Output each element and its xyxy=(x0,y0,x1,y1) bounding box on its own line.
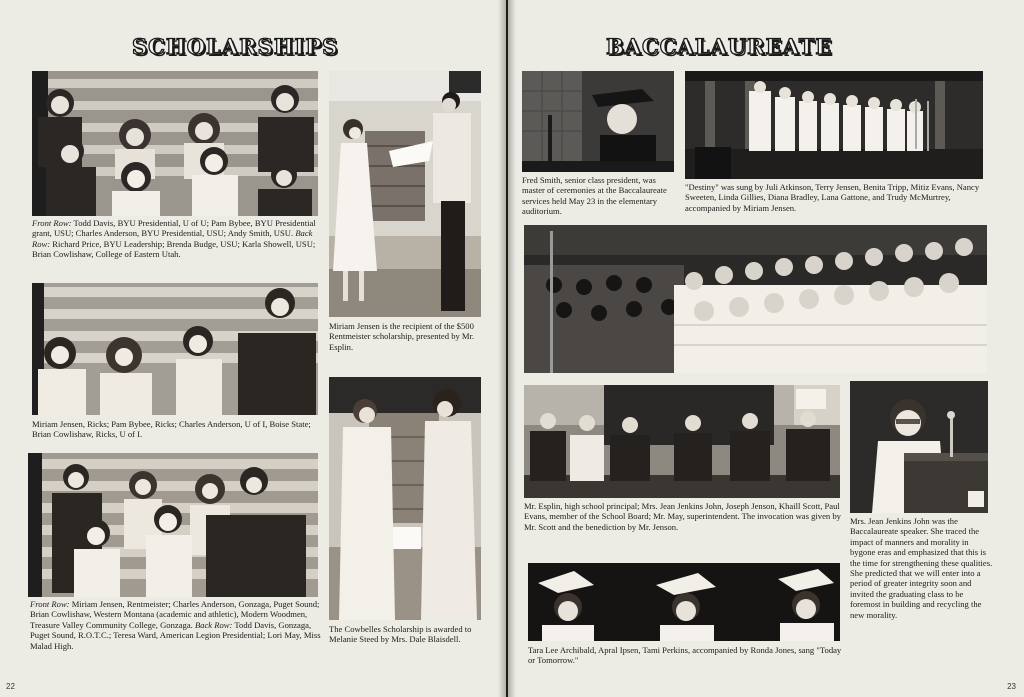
left-page xyxy=(0,0,506,697)
rentmeister-award-photo xyxy=(329,71,481,317)
scholarship-group-photo-2 xyxy=(32,283,318,415)
baccalaureate-heading: BACCALAUREATE xyxy=(606,34,833,59)
caption-group-1-back-text: Richard Price, BYU Leadership; Brenda Budge, USU; Karla Showell, USU; Brian Cowlishaw, College of Eastern Utah. xyxy=(32,238,316,260)
caption-speaker: Mrs. Jean Jenkins John was the Baccalaureate speaker. She traced the impact of manners and morality in bygone eras and emphasized that this is the time for strengthening these qualities. She predicted that we will enter into a period of greater integrity soon and invited the graduating class to be foremost in building and recycling the new morality. xyxy=(850,516,993,620)
caption-group-2: Miriam Jensen, Ricks; Pam Bybee, Ricks; Charles Anderson, U of I, Boise State; Brian Cowlishaw, Ricks, U of I. xyxy=(32,419,311,440)
scholarship-group-photo-3 xyxy=(28,453,318,597)
caption-singers: Tara Lee Archibald, Apral Ipsen, Tami Perkins, accompanied by Ronda Jones, sang "Today or Tomorrow." xyxy=(528,645,842,666)
caption-group-1-front-label: Front Row: xyxy=(32,218,72,228)
caption-cowbelles: The Cowbelles Scholarship is awarded to Melanie Steed by Mrs. Dale Blaisdell. xyxy=(329,624,472,645)
speaker-photo xyxy=(850,381,988,513)
caption-group-3 xyxy=(30,599,322,651)
right-page xyxy=(508,0,1024,697)
fred-smith-photo xyxy=(522,71,674,172)
destiny-singers-photo xyxy=(685,71,983,179)
caption-fred-smith: Fred Smith, senior class president, was master of ceremonies at the Baccalaureate services held May 23 in the elementary auditorium. xyxy=(522,175,667,217)
scholarship-group-photo-1 xyxy=(32,71,318,216)
caption-group-1-front-text: Todd Davis, BYU Presidential, U of U; Pam Bybee, BYU Presidential grant, USU; Charles Anderson, BYU Presidential, USU; Andy Smith, USU. xyxy=(32,218,316,239)
caption-group-1 xyxy=(32,218,322,260)
caption-group-3-back-text: Todd Davis, Gonzaga, Puget Sound, R.O.T.C.; Teresa Ward, American Legion Presidential; Lori May, Miss Malad High. xyxy=(30,619,321,651)
graduates-seated-photo xyxy=(524,225,987,373)
cowbelles-award-photo xyxy=(329,377,481,620)
caption-group-3-back-label: Back Row: xyxy=(194,619,233,630)
scholarships-heading: SCHOLARSHIPS xyxy=(132,34,339,59)
caption-destiny: "Destiny" was sung by Juli Atkinson, Terry Jensen, Benita Tripp, Mitiz Evans, Nancy Sweeten, Linda Gillies, Diana Bradley, Lana Gattone, and Trudy McMurtrey, accompanied by Miriam Jensen. xyxy=(685,182,980,213)
officials-photo xyxy=(524,385,840,498)
page-number-right: 23 xyxy=(1007,682,1016,691)
caption-group-3-front-text: Miriam Jensen, Rentmeister; Charles Anderson, Gonzaga, Puget Sound; Brian Cowlishaw, Western Montana (academic and athletic), Modern Woodmen, Treasure Valley Community College, Gonzaga. xyxy=(30,599,320,630)
caption-group-1-back-label: Back Row: xyxy=(32,228,313,249)
caption-rentmeister: Miriam Jensen is the recipient of the $500 Rentmeister scholarship, presented by Mr. Esplin. xyxy=(329,321,475,352)
caption-group-3-front-label: Front Row: xyxy=(30,599,70,609)
caption-officials: Mr. Esplin, high school principal; Mrs. Jean Jenkins John, Joseph Jenson, Khaill Scott, Paul Evans, member of the School Board; Mr. May, superintendent. The invocation was given by Mr. Scott and the benediction by Mr. Jenson. xyxy=(524,501,841,532)
singers-photo xyxy=(528,563,840,641)
page-number-left: 22 xyxy=(6,682,15,691)
